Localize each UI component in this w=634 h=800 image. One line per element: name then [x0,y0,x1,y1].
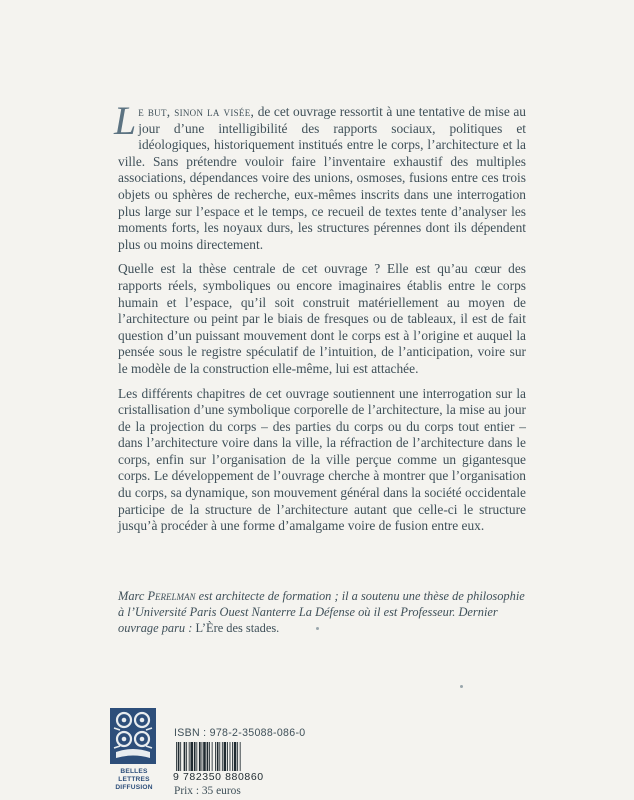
barcode-bar [196,742,197,771]
isbn-label: ISBN : 978-2-35088-086-0 [174,727,306,739]
barcode-bar [194,742,196,771]
barcode-bar [219,742,220,771]
thesis-paragraph: Quelle est la thèse centrale de cet ouvrage ? Elle est qu’au cœur des rapports réels, symboliques ou encore imaginaires établis entre le corps humain et l’espace, qu’il soit construit matériellement au moyen de l’architecture ou peint par le biais de fresques ou de tableaux, il est de fait question d’un puissant mouvement dont le corps est à l’origine et auquel la pensée sous le registre spéculatif de l’intuition, de l’anticipation, voire sur le modèle de la construction elle-même, lui est attachée. [118,261,526,376]
author-bio [118,588,526,636]
barcode-bar [232,742,233,771]
speck-mark [316,627,319,630]
author-surname: Perelman [147,589,196,603]
barcode-digits: 9 782350 880860 [173,771,264,783]
intro-lead: e but, sinon la visée, [138,104,255,119]
barcode-bar [207,742,209,771]
barcode-bar [222,742,223,771]
author-bio-text: est architecte de formation ; il a soutenu une thèse de philosophie à l’Université Paris Ouest Nanterre La Défense où il est Professeur. Dernier ouvrage paru : [118,589,525,635]
barcode-bar [230,742,231,771]
barcode-bar [215,742,216,771]
barcode-bar [199,742,201,771]
price: Prix : 35 euros [174,785,241,797]
barcode-bar [184,742,186,771]
barcode-bar [202,742,203,771]
barcode-bar [186,742,187,771]
owl-logo-icon [110,708,156,764]
barcode-bar [234,742,237,771]
barcode-bar [190,742,193,771]
intro-rest: de cet ouvrage ressortit à une tentative de mise au jour d’une intelligibilité des rapports sociaux, politiques et idéologiques, historiquement institués entre le corps, l’architecture et la ville. Sans prétendre vouloir faire l’inventaire exhaustif des multiples associations, dépendances voire des unions, osmoses, fusions entre ces trois objets ou sphères de recherche, eux-mêmes inscrits dans une interrogation plus large sur l’espace et le temps, ce recueil de textes tente d’analyser les moments forts, les noyaux durs, les structures pérennes dont ils dépendent plus ou moins directement. [118,104,526,252]
chapters-paragraph: Les différents chapitres de cet ouvrage soutiennent une interrogation sur la cristallisation d’une symbolique corporelle de l’architecture, la mise au jour de la projection du corps – des parties du corps ou du corps tout entier – dans l’architecture voire dans la ville, la réfraction de l’architecture dans le corps, enfin sur l’organisation de la ville perçue comme un gigantesque corps. Le développement de l’ouvrage cherche à montrer que l’organisation du corps, sa dynamique, son mouvement général dans la société occidentale participe de la structure de l’architecture autant que celle-ci le structure jusqu’à procéder à une forme d’amalgame voire de fusion entre eux. [118,385,526,534]
barcode-bar [227,742,228,771]
speck-mark [460,685,463,688]
last-book-title: L’Ère des stades. [195,621,280,635]
barcode-bar [203,742,206,771]
barcode-bar [217,742,219,771]
barcode-bar [180,742,181,771]
intro-paragraph [114,98,526,253]
barcode-bar [212,742,213,771]
publisher-name-line1: BELLES LETTRES [118,768,150,783]
summary-text [114,98,526,543]
barcode-bar [224,742,227,771]
publisher-name [108,768,160,792]
author-first-name: Marc [118,589,148,603]
publisher-name-line2: DIFFUSION [115,784,153,791]
drop-cap: L [114,98,137,143]
barcode-bar [189,742,190,771]
